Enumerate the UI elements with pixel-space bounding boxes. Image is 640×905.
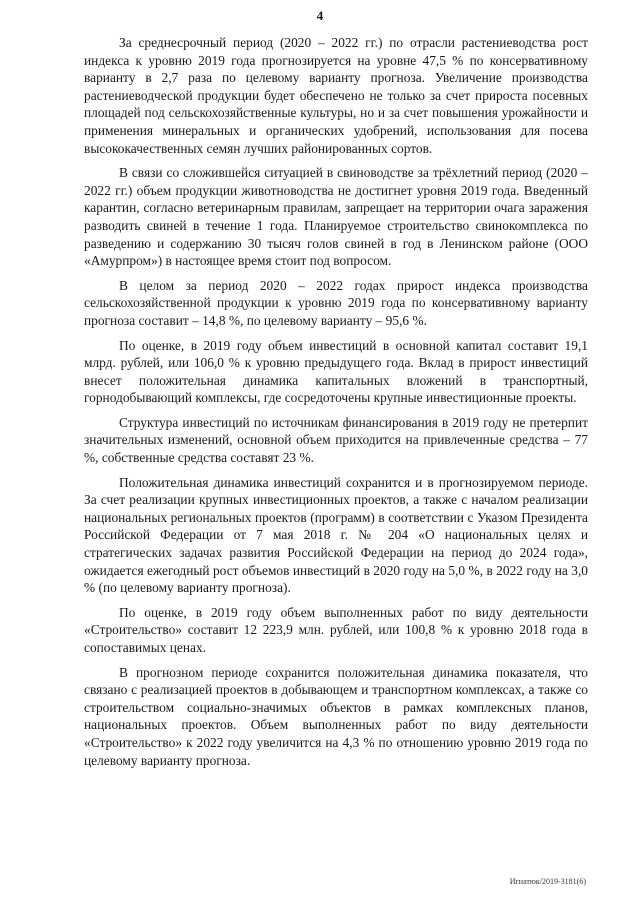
paragraph-investment-structure: Структура инвестиций по источникам финансирования в 2019 году не претерпит значительных изменений, основной объем приходится на привлеченные средства – 77 %, собственные средства составят 23 %. <box>84 414 588 466</box>
paragraph-construction-estimate: По оценке, в 2019 году объем выполненных работ по виду деятельности «Строительство» составит 12 223,9 млн. рублей, или 100,8 % к уровню 2018 года в сопоставимых ценах. <box>84 604 588 655</box>
paragraph-construction-forecast: В прогнозном периоде сохранится положительная динамика показателя, что связано с реализацией проектов в добывающем и транспортном комплексах, а также со строительством социально-значимых объектов в рамках комплексных планов, национальных проектов. Объем выполненных работ по виду деятельности «Строительство» к 2022 году увеличится на 4,3 % по отношению уровню 2019 года по целевому варианту прогноза. <box>84 664 588 768</box>
paragraph-investment-forecast: Положительная динамика инвестиций сохранится и в прогнозируемом периоде. За счет реализации крупных инвестиционных проектов, а также с началом реализации национальных региональных проектов (программ) в соответствии с Указом Президента Российской Федерации от 7 мая 2018 г. № 204 «О национальных целях и стратегических задачах развития Российской Федерации на период до 2024 года», ожидается ежегодный рост объемов инвестиций в 2020 году на 5,0 %, в 2022 году на 3,0 % (по целевому варианту прогноза). <box>84 474 588 596</box>
paragraph-pig-farming: В связи со сложившейся ситуацией в свиноводстве за трёхлетний период (2020 – 2022 гг.) объем продукции животноводства не достигнет уровня 2019 года. Введенный карантин, согласно ветеринарным правилам, запрещает на территории очага заражения разводить свиней в течение 1 года. Планируемое строительство свинокомплекса по разведению и содержанию 30 тысяч голов свиней в год в Ленинском районе (ООО «Амурпром») в настоящее время стоит под вопросом. <box>84 165 588 269</box>
paragraph-agri-index-total: В целом за период 2020 – 2022 годах прирост индекса производства сельскохозяйственной продукции к уровню 2019 года по консервативному варианту прогноза составит – 14,8 %, по целевому варианту – 95,6 %. <box>84 277 588 328</box>
paragraph-crop-production: За среднесрочный период (2020 – 2022 гг.) по отрасли растениеводства рост индекса к уровню 2019 года прогнозируется на уровне 47,5 % по консервативному варианту в 2,7 раза по целевому варианту прогноза. Увеличение производства растениеводческой продукции будет обеспечено не только за счет прироста посевных площадей под сельскохозяйственные культуры, но и за счет повышения урожайности и применения минеральных и органических удобрений, использования для посева высококачественных семян лучших районированных сортов. <box>84 35 588 156</box>
document-footer-code: Игнатюк/2019-3181(6) <box>509 877 586 886</box>
page-number: 4 <box>316 8 324 23</box>
paragraph-investment-estimate: По оценке, в 2019 году объем инвестиций в основной капитал составит 19,1 млрд. рублей, или 106,0 % к уровню предыдущего года. Вклад в прирост инвестиций внесет положительная динамика капитальных вложений в транспортный, горнодобывающий комплексы, где сосредоточены крупные инвестиционные проекты. <box>84 337 588 406</box>
document-body <box>84 34 588 776</box>
